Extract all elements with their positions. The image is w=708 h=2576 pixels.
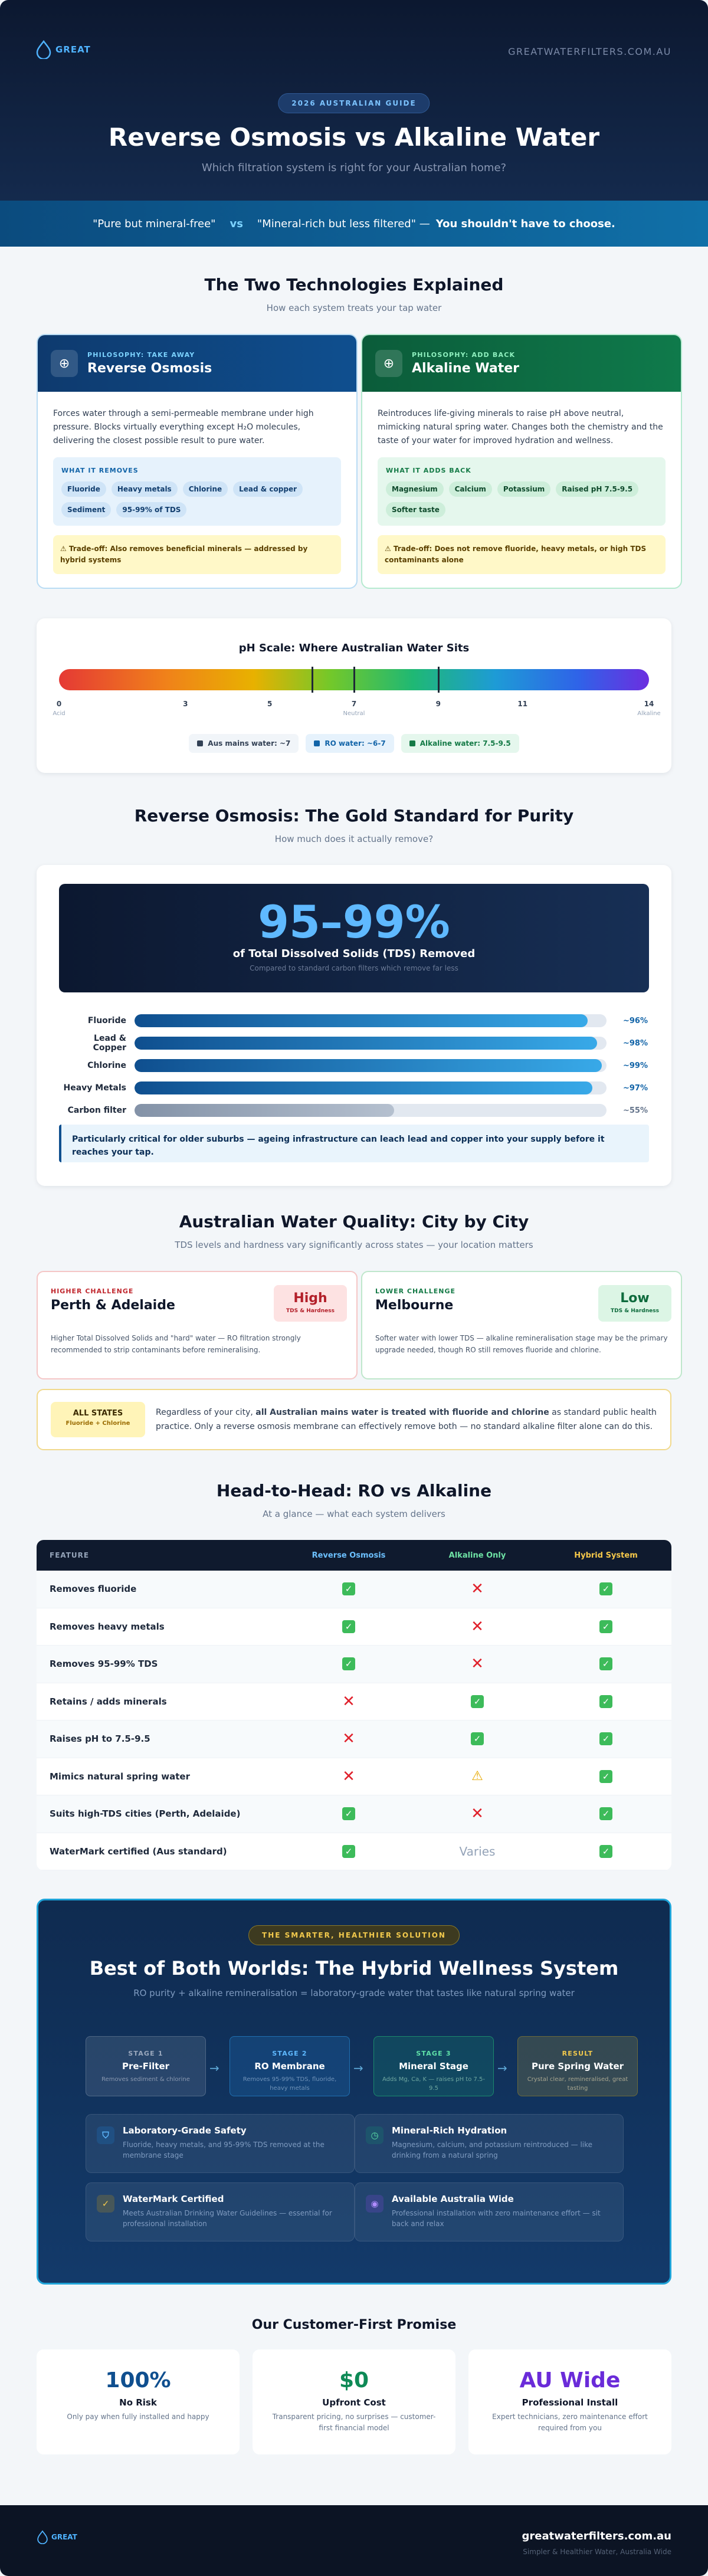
city-level-badge <box>598 1285 671 1322</box>
table-cell <box>542 1695 670 1708</box>
hybrid-feature <box>86 2182 355 2241</box>
check-icon: ✓ <box>471 1695 484 1708</box>
alkaline-name: Alkaline Water <box>412 361 519 376</box>
cell-text: Varies <box>459 1844 496 1859</box>
table-cell <box>413 1844 542 1859</box>
city-card-melbourne <box>361 1271 682 1379</box>
ph-tick-label: 11 <box>517 700 528 708</box>
feature-desc: Meets Australian Drinking Water Guidelines — essential for professional installation <box>123 2209 332 2228</box>
feature-title: Available Australia Wide <box>392 2194 514 2204</box>
promise-label: Professional Install <box>522 2397 618 2408</box>
ph-tick-label: 9 <box>435 700 441 708</box>
table-cell <box>413 1618 542 1636</box>
stage-desc: Removes sediment & chlorine <box>101 2076 190 2083</box>
feature-name: Mimics natural spring water <box>50 1771 190 1782</box>
tds-big-label: of Total Dissolved Solids (TDS) Removed <box>232 948 476 960</box>
col-alkaline-only: Alkaline Only <box>448 1551 506 1560</box>
alkaline-description: Reintroduces life-giving minerals to raise pH above neutral, mimicking natural spring water. Changes both the chemistry and the taste of your water for improved hydration and wellness. <box>378 409 663 445</box>
all-states-bold: all Australian mains water is treated with fluoride and chlorine <box>255 1408 549 1417</box>
ph-tick-label: 14 <box>644 700 654 708</box>
tds-big-number: 95–99% <box>258 896 450 948</box>
hybrid-feature <box>86 2114 355 2173</box>
promise-card <box>37 2349 240 2454</box>
ph-gradient-bar <box>59 669 649 690</box>
check-icon: ✓ <box>342 1657 355 1670</box>
feature-name: Removes fluoride <box>50 1584 137 1595</box>
promise-value: 100% <box>105 2368 171 2393</box>
stage-number: STAGE 2 <box>272 2050 307 2057</box>
chip: 95-99% of TDS <box>116 502 186 517</box>
city-level-caption: TDS & Hardness <box>286 1308 335 1314</box>
alkaline-adds-box <box>378 457 666 526</box>
hybrid-title: Best of Both Worlds: The Hybrid Wellness System <box>89 1957 619 1979</box>
ph-tick-caption: Alkaline <box>637 710 661 717</box>
col-reverse-osmosis: Reverse Osmosis <box>312 1551 386 1560</box>
plus-circle-icon: ⊕ <box>375 350 402 377</box>
ph-marker <box>353 667 355 693</box>
table-cell <box>542 1620 670 1633</box>
table-cell <box>284 1807 413 1820</box>
city-level-caption: TDS & Hardness <box>611 1308 659 1314</box>
ph-tick-caption: Acid <box>53 710 65 717</box>
hybrid-tag: THE SMARTER, HEALTHIER SOLUTION <box>248 1925 460 1945</box>
stage-number: STAGE 1 <box>128 2050 163 2057</box>
all-states-post: as standard public health practice. Only a reverse osmosis membrane can effectively remove both — no standard alkaline filter alone can do this. <box>156 1408 657 1431</box>
city-section-subtitle: TDS levels and hardness vary significantly across states — your location matters <box>175 1240 533 1250</box>
tds-section-subtitle: How much does it actually remove? <box>274 834 434 844</box>
all-states-title: ALL STATES <box>73 1409 123 1418</box>
legend-swatch <box>197 740 203 746</box>
cross-icon: ✕ <box>471 1805 484 1823</box>
alkaline-philosophy: PHILOSOPHY: ADD BACK <box>412 351 516 359</box>
chip: Chlorine <box>183 481 228 497</box>
city-level: Low <box>620 1291 650 1306</box>
check-icon: ✓ <box>599 1770 612 1783</box>
tech-section-header <box>0 275 708 313</box>
table-cell <box>413 1580 542 1598</box>
tech-section-title: The Two Technologies Explained <box>204 275 504 294</box>
check-icon: ✓ <box>599 1807 612 1820</box>
ro-removes-box <box>53 457 341 526</box>
city-description: Higher Total Dissolved Solids and "hard" water — RO filtration strongly recommended to strip contaminants before remineralising. <box>51 1334 301 1354</box>
city-card-perth-adelaide <box>37 1271 358 1379</box>
city-name: Perth & Adelaide <box>51 1298 175 1313</box>
promise-desc: Only pay when fully installed and happy <box>67 2413 209 2421</box>
tds-row <box>59 1014 649 1028</box>
quote-emphasis: You shouldn't have to choose. <box>435 217 615 230</box>
check-icon: ✓ <box>97 2195 114 2213</box>
city-challenge: LOWER CHALLENGE <box>375 1287 455 1295</box>
hybrid-stage <box>373 2036 494 2096</box>
tds-row-track <box>135 1104 607 1117</box>
promise-card <box>253 2349 455 2454</box>
tech-section-subtitle: How each system treats your tap water <box>266 303 442 313</box>
cross-icon: ✕ <box>471 1655 484 1673</box>
check-icon: ✓ <box>471 1732 484 1745</box>
ro-philosophy: PHILOSOPHY: TAKE AWAY <box>87 351 195 359</box>
tds-row-bar <box>135 1014 588 1027</box>
arrow-right-icon: → <box>353 2061 363 2075</box>
alkaline-card-header <box>362 335 681 392</box>
legend-label: RO water: ~6-7 <box>324 739 386 748</box>
stage-desc: Crystal clear, remineralised, great tasting <box>527 2076 628 2092</box>
ph-tick-caption: Neutral <box>343 710 365 717</box>
stage-desc: Adds Mg, Ca, K — raises pH to 7.5-9.5 <box>382 2076 486 2092</box>
ph-marker <box>312 667 313 693</box>
ro-name: Reverse Osmosis <box>87 361 212 376</box>
table-row <box>37 1646 671 1683</box>
target-icon: ⊕ <box>51 350 78 377</box>
quote-strip <box>0 201 708 247</box>
promise-value: $0 <box>339 2368 369 2393</box>
ph-legend-item <box>189 734 299 753</box>
table-row <box>37 1758 671 1796</box>
chip: Potassium <box>497 481 550 497</box>
ph-legend <box>37 734 671 753</box>
all-states-badge <box>51 1402 145 1437</box>
table-cell <box>542 1732 670 1745</box>
ro-tradeoff: ⚠ Trade-off: Also removes beneficial minerals — addressed by hybrid systems <box>53 535 341 574</box>
stage-label: Pure Spring Water <box>531 2061 624 2072</box>
compare-section-subtitle: At a glance — what each system delivers <box>263 1509 445 1519</box>
alkaline-chips <box>386 481 657 517</box>
footer-logo[interactable] <box>37 2530 77 2544</box>
feature-desc: Professional installation with zero maintenance effort — sit back and relax <box>392 2209 601 2228</box>
quote-right: "Mineral-rich but less filtered" — <box>257 217 430 230</box>
tds-section-header <box>0 806 708 844</box>
compare-section-title: Head-to-Head: RO vs Alkaline <box>216 1481 492 1500</box>
hybrid-feature <box>355 2182 624 2241</box>
check-icon: ✓ <box>342 1582 355 1595</box>
table-row <box>37 1683 671 1721</box>
hybrid-stage <box>230 2036 350 2096</box>
tds-row <box>59 1081 649 1095</box>
table-cell <box>542 1657 670 1670</box>
hero-banner <box>0 0 708 201</box>
cross-icon: ✕ <box>471 1580 484 1598</box>
hybrid-subtitle: RO purity + alkaline remineralisation = laboratory-grade water that tastes like natural spring water <box>133 1988 575 1998</box>
feature-name: Removes heavy metals <box>50 1621 165 1632</box>
tds-row-track <box>135 1037 607 1050</box>
check-icon: ✓ <box>599 1620 612 1633</box>
stage-desc: Removes 95-99% TDS, fluoride, heavy metals <box>242 2076 337 2092</box>
quote-vs: vs <box>230 217 243 230</box>
feature-name: Suits high-TDS cities (Perth, Adelaide) <box>50 1808 241 1820</box>
tds-row-track <box>135 1014 607 1027</box>
promise-desc: Expert technicians, zero maintenance effort required from you <box>492 2413 648 2432</box>
hybrid-stage <box>517 2036 638 2096</box>
legend-label: Alkaline water: 7.5-9.5 <box>419 739 511 748</box>
quote-left: "Pure but mineral-free" <box>93 217 216 230</box>
comparison-table <box>37 1540 671 1870</box>
table-row <box>37 1720 671 1758</box>
ph-legend-item <box>401 734 519 753</box>
check-icon: ✓ <box>342 1620 355 1633</box>
ph-tick-label: 3 <box>183 700 188 708</box>
tds-row <box>59 1058 649 1073</box>
table-cell <box>413 1805 542 1823</box>
compare-section-header <box>0 1481 708 1519</box>
tds-row-track <box>135 1081 607 1094</box>
hybrid-section <box>37 1899 671 2285</box>
tds-row-bar <box>135 1081 592 1094</box>
feature-desc: Fluoride, heavy metals, and 95-99% TDS removed at the membrane stage <box>123 2141 324 2159</box>
tds-highlight <box>59 884 649 992</box>
city-section-title: Australian Water Quality: City by City <box>179 1212 529 1231</box>
tds-row <box>59 1103 649 1117</box>
chip: Softer taste <box>386 502 445 517</box>
tds-section-title: Reverse Osmosis: The Gold Standard for Purity <box>134 806 574 825</box>
ro-card-header <box>38 335 356 392</box>
table-row <box>37 1795 671 1833</box>
tds-row-bar <box>135 1037 597 1050</box>
table-cell <box>542 1582 670 1595</box>
logo-drop-icon <box>35 40 52 59</box>
chip: Magnesium <box>386 481 444 497</box>
ro-card <box>37 334 358 589</box>
warning-icon: ⚠ <box>471 1769 483 1784</box>
table-row <box>37 1608 671 1646</box>
all-states-pre: Regardless of your city, <box>156 1408 253 1417</box>
city-section-header <box>0 1212 708 1250</box>
alkaline-adds-label: WHAT IT ADDS BACK <box>386 467 471 474</box>
table-cell <box>413 1769 542 1784</box>
chip: Calcium <box>449 481 492 497</box>
col-hybrid-system: Hybrid System <box>574 1551 638 1560</box>
shield-icon: ⛉ <box>97 2126 114 2144</box>
legend-swatch <box>314 740 320 746</box>
legend-swatch <box>409 740 415 746</box>
stage-label: Pre-Filter <box>122 2061 170 2072</box>
promise-title: Our Customer-First Promise <box>251 2318 457 2332</box>
feature-title: Mineral-Rich Hydration <box>392 2125 507 2136</box>
table-cell <box>413 1732 542 1745</box>
brand-logo[interactable] <box>35 40 91 59</box>
all-states-text <box>156 1405 657 1434</box>
promise-label: Upfront Cost <box>322 2397 386 2408</box>
city-name: Melbourne <box>375 1298 454 1313</box>
feature-name: WaterMark certified (Aus standard) <box>50 1846 227 1857</box>
tds-row-label: Fluoride <box>87 1016 126 1025</box>
promise-value: AU Wide <box>519 2368 621 2393</box>
tds-note: Particularly critical for older suburbs — ageing infrastructure can leach lead and copper into your supply before it reaches your tap. <box>59 1125 649 1162</box>
footer-tagline: Simpler & Healthier Water, Australia Wide <box>523 2548 671 2556</box>
chip: Raised pH 7.5-9.5 <box>556 481 638 497</box>
table-cell <box>284 1657 413 1670</box>
logo-drop-icon <box>37 2530 48 2544</box>
chip: Heavy metals <box>112 481 178 497</box>
feature-name: Retains / adds minerals <box>50 1696 167 1707</box>
check-icon: ✓ <box>599 1732 612 1745</box>
check-icon: ✓ <box>599 1845 612 1858</box>
table-cell <box>413 1695 542 1708</box>
ph-scale-card <box>37 618 671 773</box>
legend-label: Aus mains water: ~7 <box>208 739 291 748</box>
page-title: Reverse Osmosis vs Alkaline Water <box>108 123 600 152</box>
hybrid-stage <box>86 2036 206 2096</box>
feature-title: Laboratory-Grade Safety <box>123 2125 247 2136</box>
table-cell <box>284 1730 413 1748</box>
city-level-badge <box>274 1285 347 1322</box>
check-icon: ✓ <box>599 1582 612 1595</box>
table-cell <box>413 1655 542 1673</box>
stage-number: RESULT <box>562 2050 594 2057</box>
hybrid-feature <box>355 2114 624 2173</box>
feature-name: Raises pH to 7.5-9.5 <box>50 1733 150 1745</box>
tds-row-label: Chlorine <box>87 1061 126 1070</box>
ro-chips <box>61 481 333 517</box>
ph-tick-label: 7 <box>351 700 357 708</box>
ph-scale-title: pH Scale: Where Australian Water Sits <box>238 642 470 654</box>
alkaline-tradeoff: ⚠ Trade-off: Does not remove fluoride, heavy metals, or high TDS contaminants alone <box>378 535 666 574</box>
tds-row <box>59 1034 649 1053</box>
table-row <box>37 1833 671 1871</box>
logo-text: GREAT <box>55 44 91 55</box>
clock-icon: ◷ <box>366 2126 384 2144</box>
city-challenge: HIGHER CHALLENGE <box>51 1287 134 1295</box>
tds-row-value: ~97% <box>622 1083 648 1093</box>
table-cell <box>284 1620 413 1633</box>
cross-icon: ✕ <box>471 1617 484 1636</box>
guide-badge: 2026 AUSTRALIAN GUIDE <box>278 93 430 113</box>
table-cell <box>284 1582 413 1595</box>
chip: Fluoride <box>61 481 106 497</box>
ph-tick-label: 0 <box>56 700 62 708</box>
table-cell <box>284 1693 413 1710</box>
ph-legend-item <box>306 734 394 753</box>
check-icon: ✓ <box>342 1845 355 1858</box>
table-cell <box>284 1768 413 1785</box>
table-cell <box>542 1807 670 1820</box>
tds-row-value: ~99% <box>622 1061 648 1070</box>
arrow-right-icon: → <box>497 2061 507 2075</box>
arrow-right-icon: → <box>209 2061 219 2075</box>
tds-row-value: ~55% <box>622 1106 648 1115</box>
ph-tick-label: 5 <box>267 700 273 708</box>
promise-card <box>468 2349 671 2454</box>
cross-icon: ✕ <box>342 1692 355 1710</box>
col-feature: FEATURE <box>50 1551 90 1559</box>
table-row <box>37 1571 671 1608</box>
stage-number: STAGE 3 <box>416 2050 451 2057</box>
tds-row-label: Carbon filter <box>67 1106 126 1115</box>
check-icon: ✓ <box>599 1657 612 1670</box>
ro-removes-label: WHAT IT REMOVES <box>61 467 139 474</box>
check-icon: ✓ <box>599 1695 612 1708</box>
all-states-sub: Fluoride + Chlorine <box>65 1420 130 1427</box>
footer-site[interactable]: greatwaterfilters.com.au <box>522 2530 671 2542</box>
tds-row-bar <box>135 1059 602 1072</box>
ro-description: Forces water through a semi-permeable membrane under high pressure. Blocks virtually everything except H₂O molecules, delivering the closest possible result to pure water. <box>53 409 314 445</box>
page-subtitle: Which filtration system is right for your Australian home? <box>201 162 507 174</box>
check-icon: ✓ <box>342 1807 355 1820</box>
tds-row-track <box>135 1059 607 1072</box>
promise-label: No Risk <box>119 2397 157 2408</box>
city-level: High <box>293 1291 327 1306</box>
site-url[interactable]: GREATWATERFILTERS.COM.AU <box>508 46 671 57</box>
alkaline-card <box>361 334 682 589</box>
tds-row-value: ~98% <box>622 1038 648 1048</box>
stage-label: RO Membrane <box>254 2061 325 2072</box>
footer <box>0 2505 708 2576</box>
feature-desc: Magnesium, calcium, and potassium reintroduced — like drinking from a natural spring <box>392 2141 593 2159</box>
footer-logo-text: GREAT <box>51 2533 77 2541</box>
table-cell <box>542 1845 670 1858</box>
stage-label: Mineral Stage <box>399 2061 468 2072</box>
ph-marker <box>438 667 440 693</box>
cross-icon: ✕ <box>342 1767 355 1785</box>
feature-title: WaterMark Certified <box>123 2194 224 2204</box>
tds-big-sub: Compared to standard carbon filters which remove far less <box>250 964 458 972</box>
table-cell <box>284 1845 413 1858</box>
comparison-header-row <box>37 1540 671 1571</box>
cross-icon: ✕ <box>342 1730 355 1748</box>
all-states-banner <box>37 1389 671 1450</box>
tds-row-label: Lead & Copper <box>93 1034 126 1053</box>
promise-desc: Transparent pricing, no surprises — customer-first financial model <box>272 2413 436 2432</box>
chip: Lead & copper <box>233 481 303 497</box>
tds-row-value: ~96% <box>622 1016 648 1025</box>
city-description: Softer water with lower TDS — alkaline remineralisation stage may be the primary upgrade needed, though RO still removes fluoride and chlorine. <box>375 1334 668 1354</box>
table-cell <box>542 1770 670 1783</box>
chip: Sediment <box>61 502 111 517</box>
globe-icon: ◉ <box>366 2195 384 2213</box>
tds-row-bar <box>135 1104 394 1117</box>
tds-card <box>37 865 671 1186</box>
feature-name: Removes 95-99% TDS <box>50 1659 158 1670</box>
tds-row-label: Heavy Metals <box>63 1083 126 1093</box>
